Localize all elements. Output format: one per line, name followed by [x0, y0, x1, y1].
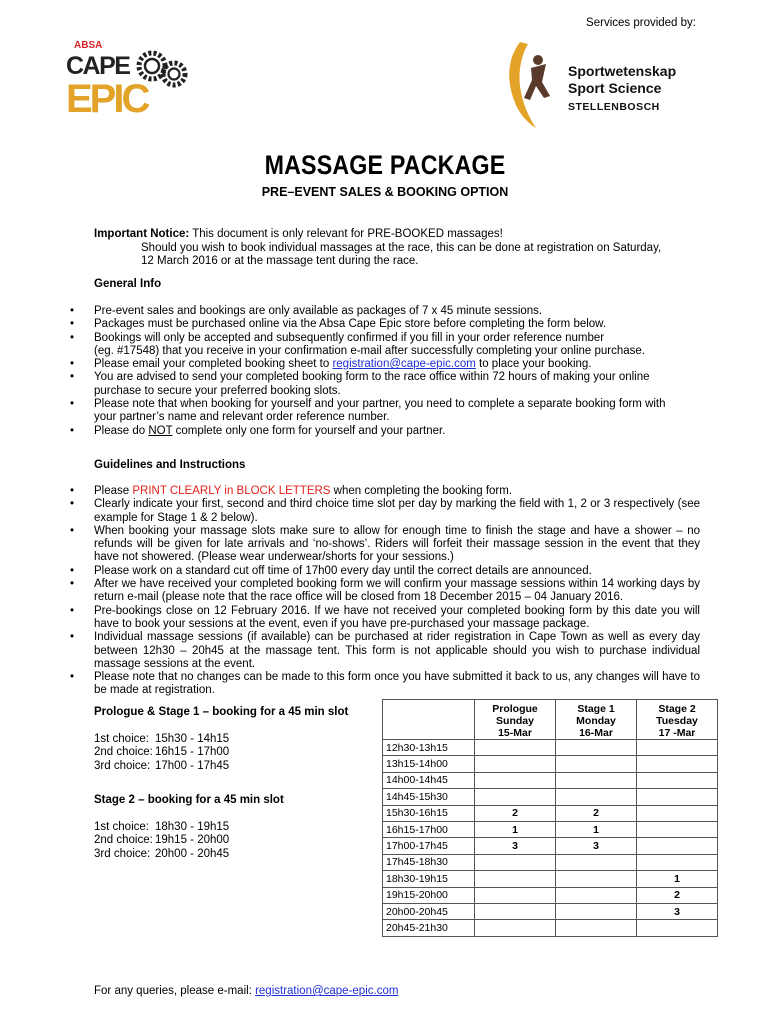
- sport-science-logo: [498, 38, 708, 130]
- time-slot-cell: 19h15-20h00: [383, 887, 475, 903]
- list-item: • You are advised to send your completed booking form to the race office within 72 hours of making your online purchase to secure your preferred booking slots.: [94, 371, 700, 398]
- booking-cell[interactable]: 2: [637, 887, 718, 903]
- choice-row: 2nd choice: 19h15 - 20h00: [94, 834, 230, 846]
- booking-cell[interactable]: [637, 756, 718, 772]
- page-title: MASSAGE PACKAGE: [264, 150, 506, 180]
- choice-row: 2nd choice: 16h15 - 17h00: [94, 746, 230, 758]
- list-item: • Pre-bookings close on 12 February 2016. If we have not received your completed booking form by this date you will have to book your sessions at the event, even if you have pre-purchased your massage package.: [94, 605, 700, 632]
- table-row: [383, 903, 718, 919]
- booking-cell[interactable]: 1: [556, 821, 637, 837]
- column-header: Stage 1 Monday 16-Mar: [556, 700, 637, 740]
- sport-logo-line3: STELLENBOSCH: [568, 101, 660, 113]
- cape-epic-logo: [62, 36, 192, 116]
- table-row: [383, 740, 718, 756]
- time-slot-cell: 18h30-19h15: [383, 871, 475, 887]
- stage2-heading: Stage 2 – booking for a 45 min slot: [94, 794, 284, 806]
- table-row: [383, 887, 718, 903]
- prologue-stage1-block: [94, 706, 374, 773]
- notice-line2: Should you wish to book individual massages at the race, this can be done at registration on Saturday,: [141, 241, 662, 254]
- choice-row: 3rd choice: 17h00 - 17h45: [94, 759, 230, 772]
- list-item: • Please work on a standard cut off time of 17h00 every day until the correct details are announced.: [94, 565, 700, 578]
- sport-logo-line1: Sportwetenskap: [568, 63, 677, 79]
- stage2-block: [94, 794, 374, 861]
- choice-row: 3rd choice: 20h00 - 20h45: [94, 847, 230, 860]
- table-row: [383, 854, 718, 870]
- booking-cell[interactable]: [637, 740, 718, 756]
- booking-cell[interactable]: [556, 789, 637, 805]
- print-clearly-text: PRINT CLEARLY in BLOCK LETTERS: [132, 485, 331, 497]
- table-row: [383, 789, 718, 805]
- cape-logo-line2: EPIC: [66, 77, 148, 116]
- athlete-icon: [509, 42, 550, 128]
- booking-cell[interactable]: 1: [475, 821, 556, 837]
- booking-cell[interactable]: [475, 871, 556, 887]
- list-item: • Please note that when booking for yourself and your partner, you need to complete a separate booking form with your partner’s name and relevant order reference number.: [94, 398, 700, 425]
- list-item: • Please do NOT complete only one form for yourself and your partner.: [94, 425, 700, 438]
- booking-cell[interactable]: [475, 887, 556, 903]
- time-slot-cell: 14h45-15h30: [383, 789, 475, 805]
- cape-logo-line1: CAPE: [66, 52, 130, 80]
- time-slot-cell: 16h15-17h00: [383, 821, 475, 837]
- list-item: • When booking your massage slots make sure to allow for enough time to finish the stage and have a shower – no refunds will be given for late arrivals and ‘no-shows’. Riders will forfeit their massage session in the event that they have not showered. (Please wear underwear/shorts for your sessions.): [94, 525, 700, 565]
- list-item: • Pre-event sales and bookings are only available as packages of 7 x 45 minute sessions.: [94, 305, 700, 318]
- list-item: • Please note that no changes can be made to this form once you have submitted it back to us, any changes will have to be made at registration.: [94, 671, 700, 698]
- table-row: [383, 920, 718, 936]
- booking-cell[interactable]: 1: [637, 871, 718, 887]
- time-slot-cell: 20h00-20h45: [383, 903, 475, 919]
- booking-cell[interactable]: 3: [556, 838, 637, 854]
- booking-cell[interactable]: [637, 805, 718, 821]
- table-row: [383, 821, 718, 837]
- time-slot-cell: 20h45-21h30: [383, 920, 475, 936]
- choice-row: 1st choice: 18h30 - 19h15: [94, 820, 230, 833]
- booking-cell[interactable]: [637, 789, 718, 805]
- booking-cell[interactable]: [556, 740, 637, 756]
- choice-row: 1st choice: 15h30 - 14h15: [94, 732, 230, 745]
- list-item: • Packages must be purchased online via the Absa Cape Epic store before completing the form below.: [94, 318, 700, 331]
- table-row: [383, 772, 718, 788]
- services-label: Services provided by:: [586, 17, 696, 29]
- booking-cell[interactable]: [475, 920, 556, 936]
- time-slot-cell: 17h00-17h45: [383, 838, 475, 854]
- booking-cell[interactable]: [556, 920, 637, 936]
- booking-cell[interactable]: [637, 854, 718, 870]
- booking-cell[interactable]: [637, 838, 718, 854]
- general-info-heading: General Info: [94, 278, 162, 290]
- prologue-stage1-heading: Prologue & Stage 1 – booking for a 45 min slot: [94, 706, 349, 718]
- list-item: • Bookings will only be accepted and subsequently confirmed if you fill in your order reference number (eg. #17548) that you receive in your confirmation e-mail after successfully completing your online purchase.: [94, 332, 700, 359]
- general-info-list: [94, 305, 700, 438]
- list-item: • Please email your completed booking sheet to registration@cape-epic.com to place your booking.: [94, 358, 700, 371]
- booking-table: [382, 699, 718, 937]
- time-slot-cell: 17h45-18h30: [383, 854, 475, 870]
- booking-cell[interactable]: [556, 871, 637, 887]
- list-item: • Individual massage sessions (if available) can be purchased at rider registration in Cape Town as well as every day between 12h30 – 20h45 at the massage tent. This form is not applicable should you wish to purchase individual massage sessions at the event.: [94, 631, 700, 671]
- list-item: • Please PRINT CLEARLY in BLOCK LETTERS when completing the booking form.: [94, 485, 700, 498]
- booking-cell[interactable]: 3: [637, 903, 718, 919]
- booking-cell[interactable]: [475, 740, 556, 756]
- notice-line3: 12 March 2016 or at the massage tent during the race.: [141, 255, 419, 267]
- table-header-row: [383, 700, 718, 740]
- table-row: [383, 838, 718, 854]
- booking-cell[interactable]: [475, 772, 556, 788]
- booking-cell[interactable]: [556, 772, 637, 788]
- footer: For any queries, please e-mail: registration@cape-epic.com: [94, 985, 399, 997]
- booking-cell[interactable]: [637, 772, 718, 788]
- time-slot-cell: 15h30-16h15: [383, 805, 475, 821]
- time-slot-cell: 13h15-14h00: [383, 756, 475, 772]
- page-subtitle: PRE–EVENT SALES & BOOKING OPTION: [261, 185, 509, 199]
- time-slot-cell: 14h00-14h45: [383, 772, 475, 788]
- booking-cell[interactable]: 2: [475, 805, 556, 821]
- time-slot-cell: 12h30-13h15: [383, 740, 475, 756]
- booking-cell[interactable]: [556, 903, 637, 919]
- time-header-cell: [383, 700, 475, 740]
- guidelines-heading: Guidelines and Instructions: [94, 459, 246, 471]
- booking-cell[interactable]: [475, 903, 556, 919]
- guidelines-list: [94, 485, 700, 698]
- sport-logo-line2: Sport Science: [568, 80, 662, 96]
- notice-text: This document is only relevant for PRE-BOOKED massages!: [189, 228, 503, 240]
- table-row: [383, 805, 718, 821]
- table-row: [383, 756, 718, 772]
- footer-email-link[interactable]: registration@cape-epic.com: [255, 985, 399, 997]
- registration-email-link[interactable]: registration@cape-epic.com: [332, 358, 476, 371]
- booking-cell[interactable]: 2: [556, 805, 637, 821]
- booking-cell[interactable]: [637, 920, 718, 936]
- booking-cell[interactable]: [475, 789, 556, 805]
- column-header: Prologue Sunday 15-Mar: [475, 700, 556, 740]
- cape-logo-absa: ABSA: [74, 40, 103, 51]
- booking-cell[interactable]: [637, 821, 718, 837]
- important-notice: [94, 228, 694, 269]
- booking-cell[interactable]: [475, 756, 556, 772]
- notice-label: Important Notice:: [94, 228, 190, 240]
- booking-cell[interactable]: [556, 756, 637, 772]
- list-item: • After we have received your completed booking form we will confirm your massage sessions within 14 working days by return e-mail (please note that the race office will be closed from 18 December 2015 – 04 January 2016.: [94, 578, 700, 605]
- booking-cell[interactable]: [475, 854, 556, 870]
- booking-cell[interactable]: 3: [475, 838, 556, 854]
- booking-cell[interactable]: [556, 887, 637, 903]
- list-item: • Clearly indicate your first, second and third choice time slot per day by marking the field with 1, 2 or 3 respectively (see example for Stage 1 & 2 below).: [94, 498, 700, 525]
- column-header: Stage 2 Tuesday 17 -Mar: [637, 700, 718, 740]
- booking-cell[interactable]: [556, 854, 637, 870]
- table-row: [383, 871, 718, 887]
